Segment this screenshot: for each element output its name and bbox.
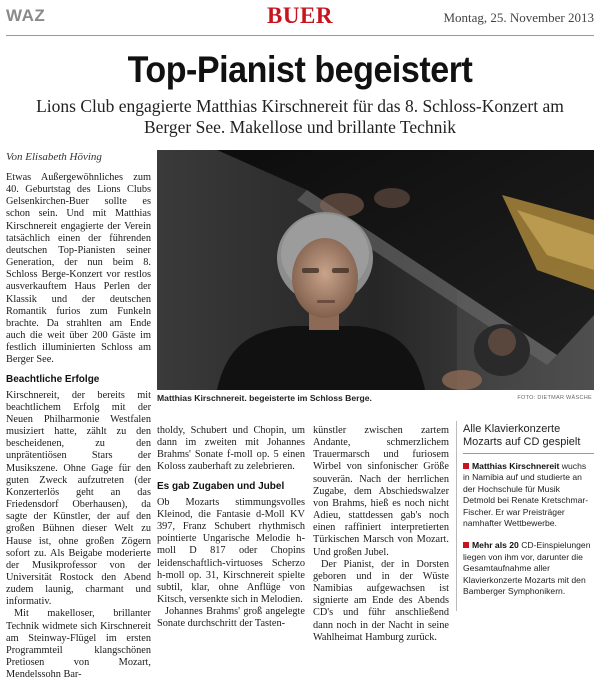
paragraph: Etwas Außergewöhnliches zum 40. Geburtstag des Lions Clubs Gelsenkirchen-Buer sollte es schon sein. Und mit Matthias Kirschnereit engagierte der Verein tatsächlich einen der führenden deutschen Top-Pianisten seiner Generation, der nun beim 8. Schloss Berge-Konzert vor restlos ausverkauftem Haus Perlen der Klassik und der deutschen Romantik furios zum Funkeln brachte. Da strahlten am Ende auch die weit über 200 Gäste im festlich illuminierten Schloss am Berger See. [6, 172, 151, 366]
byline: Von Elisabeth Höving [6, 151, 102, 163]
masthead [0, 0, 600, 38]
subheadline: Lions Club engagierte Matthias Kirschnereit für das 8. Schloss-Konzert am Berger See. Makellose und brillante Technik [36, 96, 564, 137]
paragraph: tholdy, Schubert und Chopin, um dann im zweiten mit Johannes Brahms' Sonate f-moll op. 5 einen Koloss zauberhaft zu zelebrieren. [157, 425, 305, 473]
info-item [463, 461, 594, 529]
paragraph: Ob Mozarts stimmungsvolles Kleinod, die Fantasie d-Moll KV 397, Franz Schubert rhythmisch pointierte Ungarische Melodie h-moll D 817 oder Chopins leidenschaftlich-virtuoses Scherzo h-moll op. 31, Kirschnereit spielte subtil, klar, ohne Anflüge von Kitsch, versenkte sich in Melodien. [157, 496, 305, 606]
subheading: Beachtliche Erfolge [6, 373, 100, 385]
info-item-lead: Matthias Kirschnereit [472, 461, 560, 471]
masthead-rule [6, 35, 594, 36]
photo-caption-bar [157, 393, 594, 405]
article-column-1 [6, 172, 151, 681]
red-square-bullet-icon [463, 542, 469, 548]
issue-date: Montag, 25. November 2013 [443, 10, 594, 25]
subheading: Es gab Zugaben und Jubel [157, 480, 285, 492]
photo-credit: FOTO: DIETMAR WÄSCHE [517, 395, 592, 401]
newspaper-logo: WAZ [6, 6, 46, 25]
paragraph: künstler zwischen zartem Andante, schmerzlichem Trauermarsch und furiosem Wirbel von sinfonischer Größe souverän. Nach der herrlichen Zugabe, dem Abschiedswalzer von Brahms, hieß es noch nicht Adieu, stattdessen gab's noch einen raffiniert interpretierten Türkischen Marsch von Mozart. Und großen Jubel. [313, 425, 449, 558]
photo-caption: Matthias Kirschnereit. begeisterte im Schloss Berge. [157, 393, 372, 403]
article-column-2 [157, 425, 305, 631]
info-item-text: CD-Einspielungen liegen von ihm vor, darunter die Gesamtaufnahme aller Klavierkonzerte Mozarts mit den Bamberger Symphonikern. [463, 540, 591, 597]
section-title: BUER [267, 3, 333, 28]
info-item-lead: Mehr als 20 [472, 540, 519, 551]
red-square-bullet-icon [463, 463, 469, 469]
paragraph: Mit makelloser, brillanter Technik widmete sich Kirschnereit am Steinway-Flügel im ersten Programmteil klangschönen Pretiosen von Mozart, Mendelssohn Bar- [6, 608, 151, 681]
info-box-title: Alle Klavierkonzerte Mozarts auf CD gespielt [463, 423, 594, 454]
headline: Top-Pianist begeistert [127, 49, 473, 90]
article-column-3 [313, 425, 449, 644]
info-item [463, 540, 594, 597]
paragraph: Der Pianist, der in Dorsten geboren und in der Wüste Namibias aufgewachsen ist signierte am Ende des Abends CD's und führ anschließend dann noch in der Nacht in seine Wahlheimat Hamburg zurück. [313, 558, 449, 643]
article-photo [157, 150, 594, 390]
paragraph: Kirschnereit, der bereits mit beachtlichem Erfolg mit der Neuen Philharmonie Westfalen musiziert hatte, zählt zu den bescheidenen, zu den unprätentiösen Stars der Musikszene. Ohne Gage für den guten Zweck aufzutreten (der Konzerterlös geht an das Friedensdorf Oberhausen), da sagte der Künstler, der auf den großen Bühnen dieser Welt zu Hause ist, ohne großen Zögern sofort zu. Als Beigabe moderierte der Musikprofessor von der Universität Rostock den Abend zudem launig, charmant und informativ. [6, 389, 151, 608]
paragraph: Johannes Brahms' groß angelegte Sonate durchschritt der Tasten- [157, 606, 305, 630]
info-item-text: wuchs in Namibia auf und studierte an der Hochschule für Musik Detmold bei Renate Kretschmar-Fischer. Er war Preisträger namhafter Wettbewerbe. [463, 461, 589, 529]
pianist-photo-illustration [157, 150, 594, 390]
info-box [456, 421, 594, 611]
